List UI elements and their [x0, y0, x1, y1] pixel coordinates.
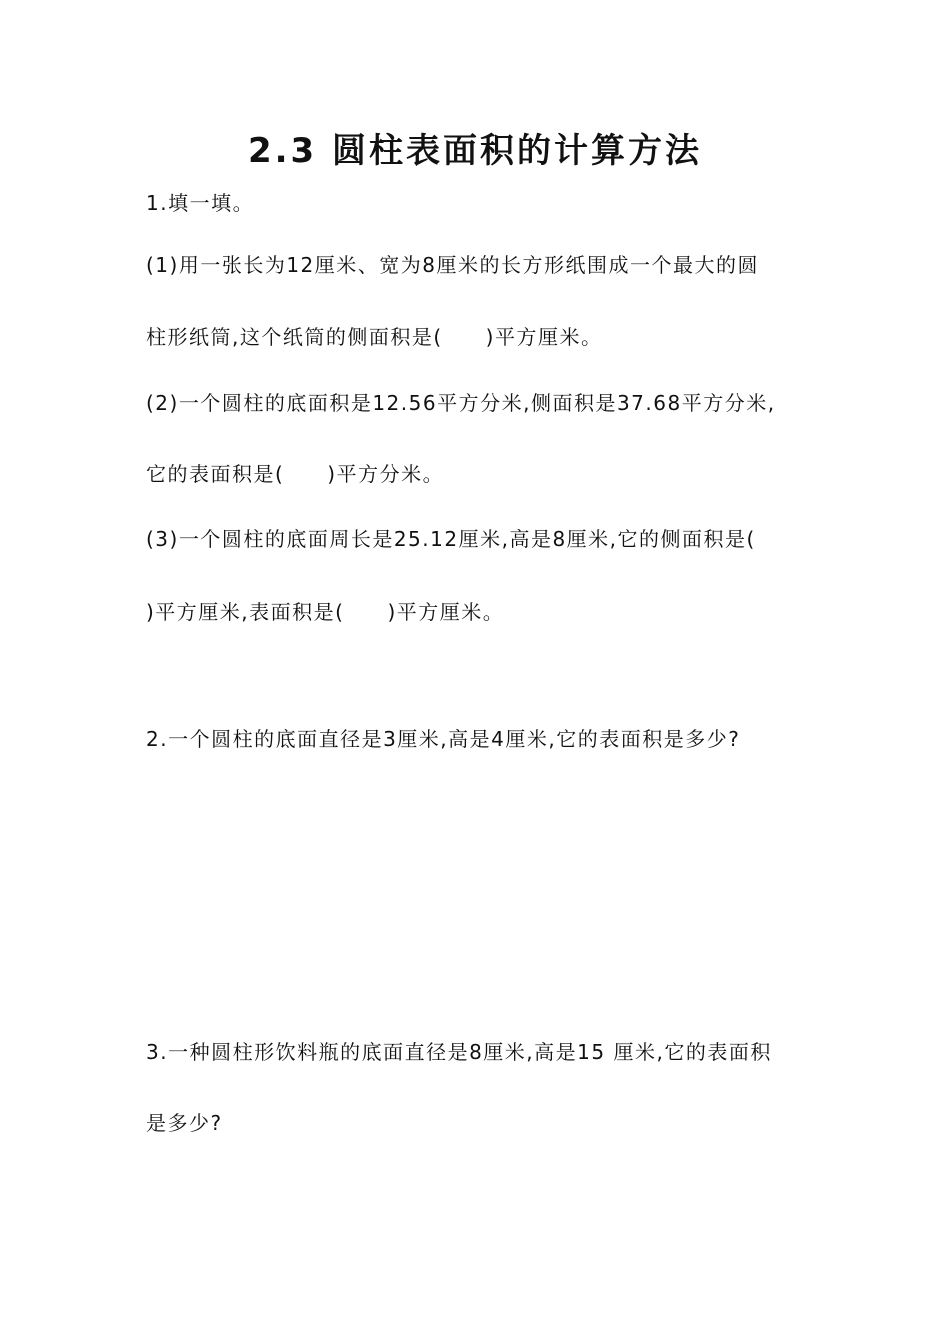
- question1-line1: (1)用一张长为12厘米、宽为8厘米的长方形纸围成一个最大的圆: [146, 253, 760, 277]
- question1-line2: 柱形纸筒,这个纸筒的侧面积是( )平方厘米。: [146, 325, 603, 349]
- question3-line2: )平方厘米,表面积是( )平方厘米。: [146, 600, 505, 624]
- section3-question-line1: 3.一种圆柱形饮料瓶的底面直径是8厘米,高是15 厘米,它的表面积: [146, 1040, 772, 1064]
- question2-line1: (2)一个圆柱的底面积是12.56平方分米,侧面积是37.68平方分米,: [146, 391, 776, 415]
- question2-line2: 它的表面积是( )平方分米。: [146, 462, 445, 486]
- page-title: 2.3 圆柱表面积的计算方法: [247, 131, 703, 171]
- section2-question: 2.一个圆柱的底面直径是3厘米,高是4厘米,它的表面积是多少?: [146, 727, 741, 751]
- question3-line1: (3)一个圆柱的底面周长是25.12厘米,高是8厘米,它的侧面积是(: [146, 527, 756, 551]
- section3-question-line2: 是多少?: [146, 1111, 223, 1135]
- section1-heading: 1.填一填。: [146, 191, 255, 215]
